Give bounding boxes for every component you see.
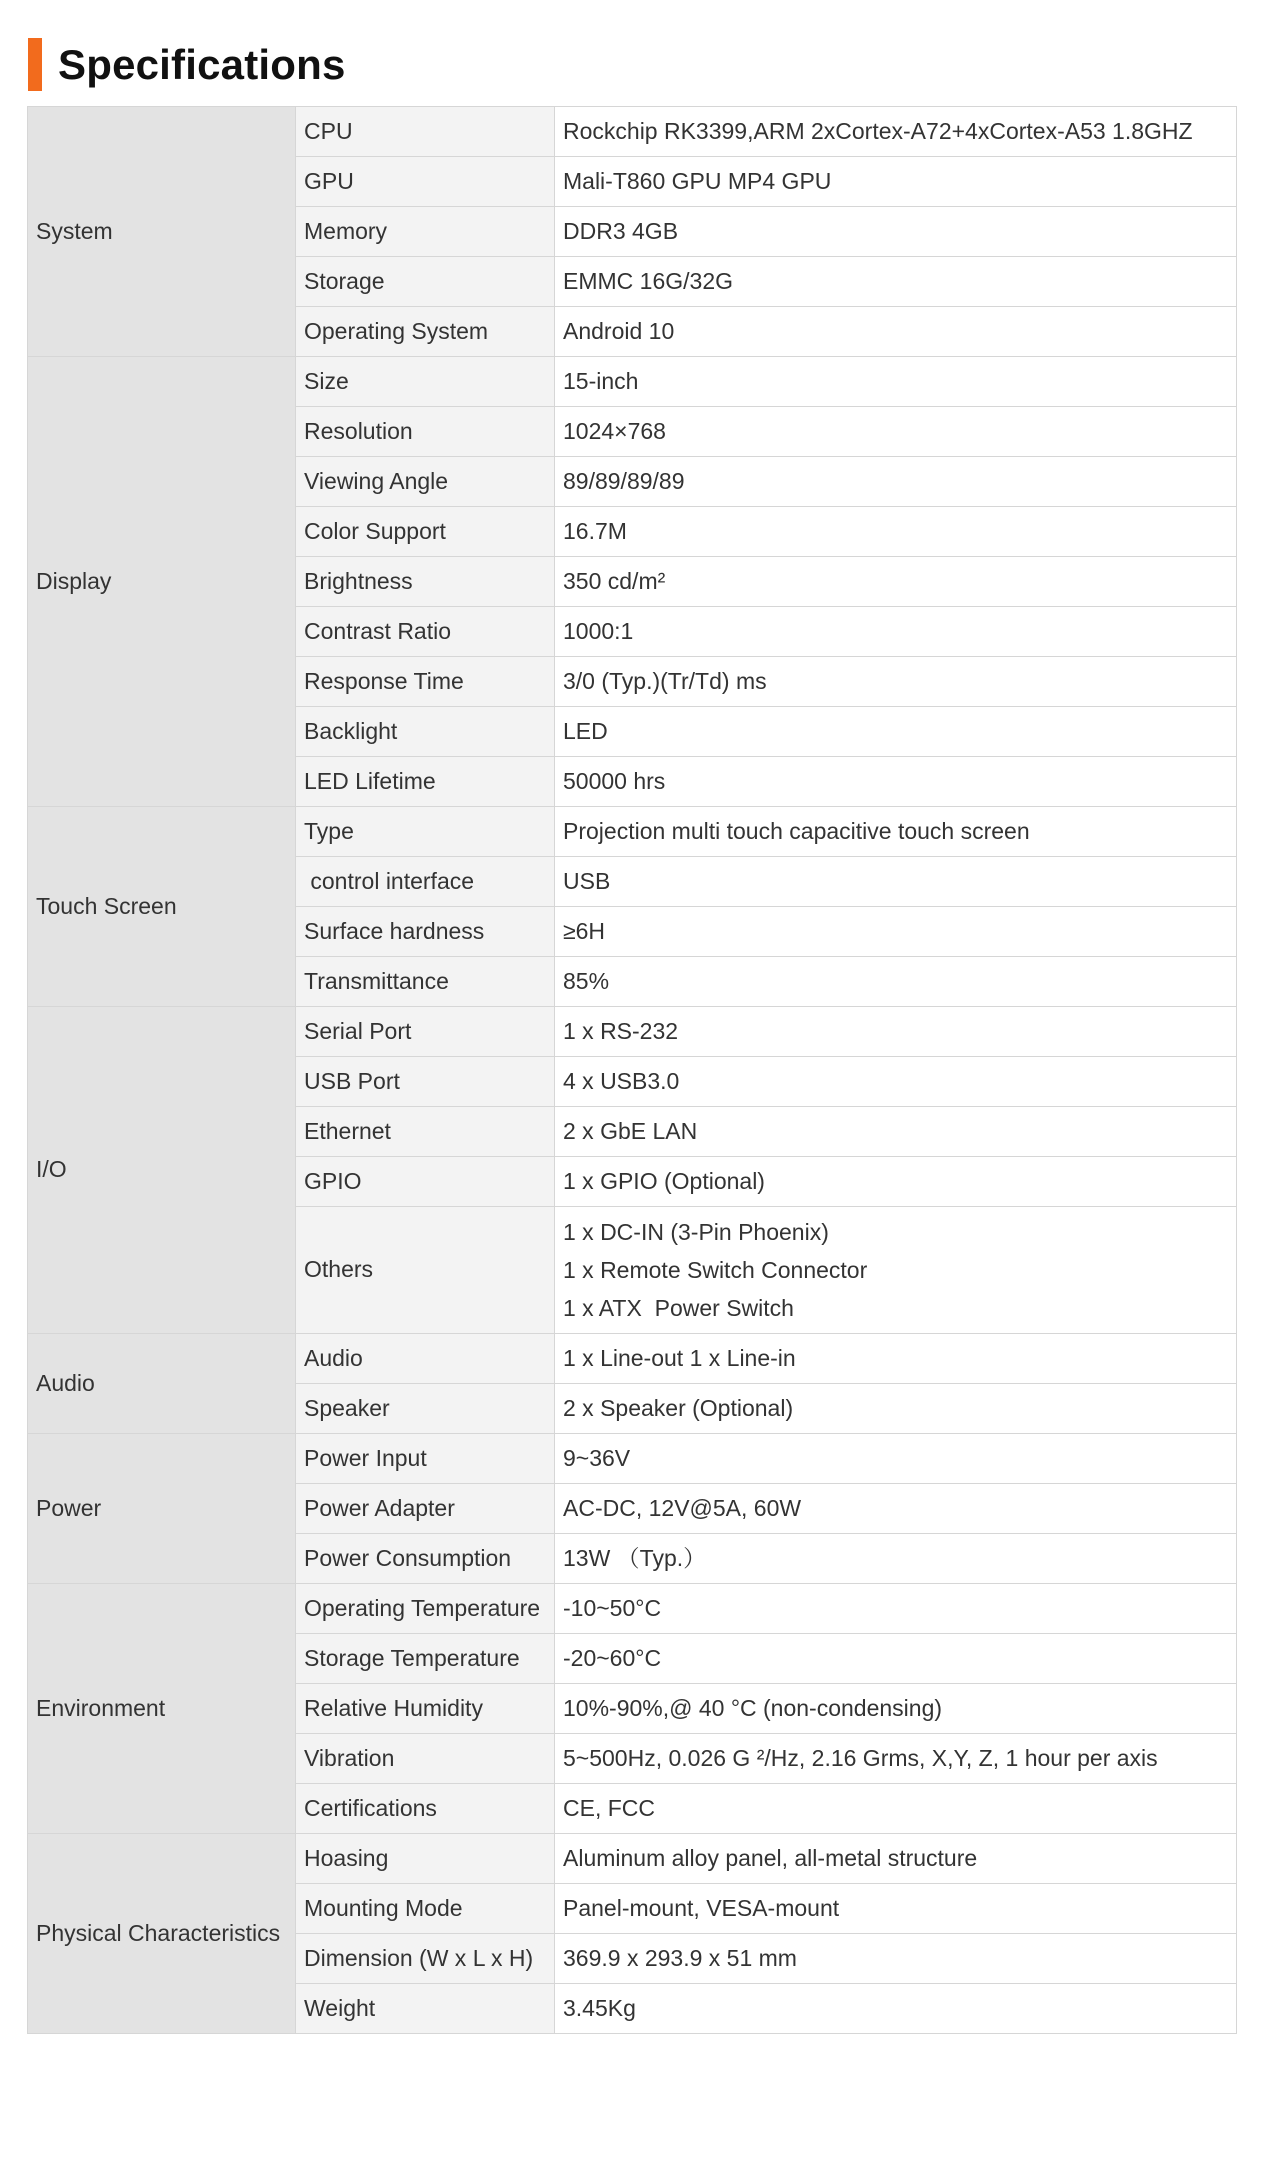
feature-cell: Audio — [296, 1334, 555, 1384]
value-cell — [555, 507, 1237, 557]
value-cell — [555, 1484, 1237, 1534]
value-text: -20~60°C — [563, 1644, 662, 1671]
feature-cell: Type — [296, 807, 555, 857]
value-text: 2 x Speaker (Optional) — [563, 1394, 794, 1421]
value-text: 3.45Kg — [563, 1994, 636, 2021]
value-cell — [555, 1934, 1237, 1984]
feature-cell: Response Time — [296, 657, 555, 707]
category-cell: Audio — [28, 1334, 296, 1434]
value-text: Android 10 — [563, 317, 675, 344]
value-text: Aluminum alloy panel, all-metal structure — [563, 1844, 978, 1871]
feature-cell: Storage Temperature — [296, 1634, 555, 1684]
value-text: Rockchip RK3399,ARM 2xCortex-A72+4xCortex-A53 1.8GHZ — [563, 117, 1193, 144]
feature-cell: Viewing Angle — [296, 457, 555, 507]
value-text: 89/89/89/89 — [563, 467, 685, 494]
value-cell — [555, 657, 1237, 707]
section-heading — [28, 38, 346, 91]
value-text: EMMC 16G/32G — [563, 267, 733, 294]
value-text: -10~50°C — [563, 1594, 662, 1621]
feature-cell: Memory — [296, 207, 555, 257]
value-cell — [555, 1834, 1237, 1884]
value-text: ≥6H — [563, 917, 606, 944]
value-text: Mali-T860 GPU MP4 GPU — [563, 167, 832, 194]
feature-cell: Backlight — [296, 707, 555, 757]
value-cell — [555, 1157, 1237, 1207]
value-cell — [555, 1634, 1237, 1684]
value-cell — [555, 757, 1237, 807]
value-text: 85% — [563, 967, 610, 994]
table-row — [28, 357, 1237, 407]
feature-cell: Hoasing — [296, 1834, 555, 1884]
value-text: 50000 hrs — [563, 767, 666, 794]
category-cell: Touch Screen — [28, 807, 296, 1007]
table-row — [28, 107, 1237, 157]
value-cell — [555, 107, 1237, 157]
table-row — [28, 1334, 1237, 1384]
value-cell — [555, 807, 1237, 857]
value-cell — [555, 1684, 1237, 1734]
value-text: Panel-mount, VESA-mount — [563, 1894, 840, 1921]
category-cell: Physical Characteristics — [28, 1834, 296, 2034]
value-cell — [555, 857, 1237, 907]
specifications-table — [27, 106, 1237, 2034]
category-cell: Environment — [28, 1584, 296, 1834]
feature-cell: GPIO — [296, 1157, 555, 1207]
value-cell — [555, 257, 1237, 307]
value-cell — [555, 1734, 1237, 1784]
value-cell — [555, 1007, 1237, 1057]
category-cell: Display — [28, 357, 296, 807]
value-text: CE, FCC — [563, 1794, 655, 1821]
feature-cell: Dimension (W x L x H) — [296, 1934, 555, 1984]
feature-cell: Speaker — [296, 1384, 555, 1434]
value-cell — [555, 207, 1237, 257]
feature-cell: Resolution — [296, 407, 555, 457]
value-cell — [555, 1384, 1237, 1434]
feature-cell: Brightness — [296, 557, 555, 607]
table-row — [28, 1007, 1237, 1057]
value-text: 369.9 x 293.9 x 51 mm — [563, 1944, 797, 1971]
value-cell — [555, 157, 1237, 207]
feature-cell: Transmittance — [296, 957, 555, 1007]
feature-cell: Storage — [296, 257, 555, 307]
table-row — [28, 1434, 1237, 1484]
value-text: 350 cd/m² — [563, 567, 666, 594]
value-text: Projection multi touch capacitive touch screen — [563, 817, 1030, 844]
category-cell: Power — [28, 1434, 296, 1584]
table-row — [28, 807, 1237, 857]
value-cell — [555, 357, 1237, 407]
feature-cell: Weight — [296, 1984, 555, 2034]
value-cell — [555, 557, 1237, 607]
value-cell — [555, 707, 1237, 757]
value-text: 2 x GbE LAN — [563, 1117, 698, 1144]
feature-cell: Certifications — [296, 1784, 555, 1834]
feature-cell: Surface hardness — [296, 907, 555, 957]
value-text: 1 x Remote Switch Connector — [563, 1257, 868, 1283]
feature-cell: Power Input — [296, 1434, 555, 1484]
value-text: USB — [563, 867, 611, 894]
feature-cell: Power Adapter — [296, 1484, 555, 1534]
page-title: Specifications — [58, 40, 346, 88]
feature-cell: CPU — [296, 107, 555, 157]
value-text: 1024×768 — [563, 417, 666, 444]
value-cell — [555, 1784, 1237, 1834]
feature-cell: Color Support — [296, 507, 555, 557]
value-cell — [555, 1584, 1237, 1634]
value-cell — [555, 307, 1237, 357]
value-cell — [555, 1334, 1237, 1384]
feature-cell: Vibration — [296, 1734, 555, 1784]
feature-cell: LED Lifetime — [296, 757, 555, 807]
category-cell: System — [28, 107, 296, 357]
value-cell — [555, 1434, 1237, 1484]
value-text: 1 x GPIO (Optional) — [563, 1167, 765, 1194]
feature-cell: Size — [296, 357, 555, 407]
value-text: 3/0 (Typ.)(Tr/Td) ms — [563, 667, 767, 694]
feature-cell: Contrast Ratio — [296, 607, 555, 657]
value-cell — [555, 1984, 1237, 2034]
feature-cell: Serial Port — [296, 1007, 555, 1057]
feature-cell: GPU — [296, 157, 555, 207]
category-cell: I/O — [28, 1007, 296, 1334]
value-cell — [555, 907, 1237, 957]
value-text: 15-inch — [563, 367, 639, 394]
value-text: 9~36V — [563, 1444, 631, 1471]
value-cell — [555, 1207, 1237, 1334]
table-row — [28, 1584, 1237, 1634]
value-text: 1000:1 — [563, 617, 634, 644]
value-cell — [555, 407, 1237, 457]
value-text: 4 x USB3.0 — [563, 1067, 680, 1094]
value-cell — [555, 1107, 1237, 1157]
table-row — [28, 1834, 1237, 1884]
value-cell — [555, 957, 1237, 1007]
feature-cell: Others — [296, 1207, 555, 1334]
feature-cell: Mounting Mode — [296, 1884, 555, 1934]
value-text: AC-DC, 12V@5A, 60W — [563, 1494, 802, 1521]
value-text: 16.7M — [563, 517, 627, 544]
value-text: 1 x ATX Power Switch — [563, 1295, 794, 1321]
accent-bar — [28, 38, 42, 91]
value-cell — [555, 1057, 1237, 1107]
feature-cell: USB Port — [296, 1057, 555, 1107]
feature-cell: Operating Temperature — [296, 1584, 555, 1634]
value-cell — [555, 1884, 1237, 1934]
value-cell — [555, 607, 1237, 657]
value-text: 10%-90%,@ 40 °C (non-condensing) — [563, 1694, 943, 1721]
value-cell — [555, 457, 1237, 507]
value-text: 1 x Line-out 1 x Line-in — [563, 1344, 796, 1371]
feature-cell: Relative Humidity — [296, 1684, 555, 1734]
value-text: 1 x RS-232 — [563, 1017, 679, 1044]
value-text: 1 x DC-IN (3-Pin Phoenix) — [563, 1219, 829, 1245]
feature-cell: Ethernet — [296, 1107, 555, 1157]
feature-cell: control interface — [296, 857, 555, 907]
value-cell — [555, 1534, 1237, 1584]
feature-cell: Power Consumption — [296, 1534, 555, 1584]
value-text: 13W （Typ.） — [563, 1544, 707, 1571]
value-text: LED — [563, 717, 608, 744]
feature-cell: Operating System — [296, 307, 555, 357]
value-text: DDR3 4GB — [563, 217, 679, 244]
value-text: 5~500Hz, 0.026 G ²/Hz, 2.16 Grms, X,Y, Z, 1 hour per axis — [563, 1744, 1158, 1771]
